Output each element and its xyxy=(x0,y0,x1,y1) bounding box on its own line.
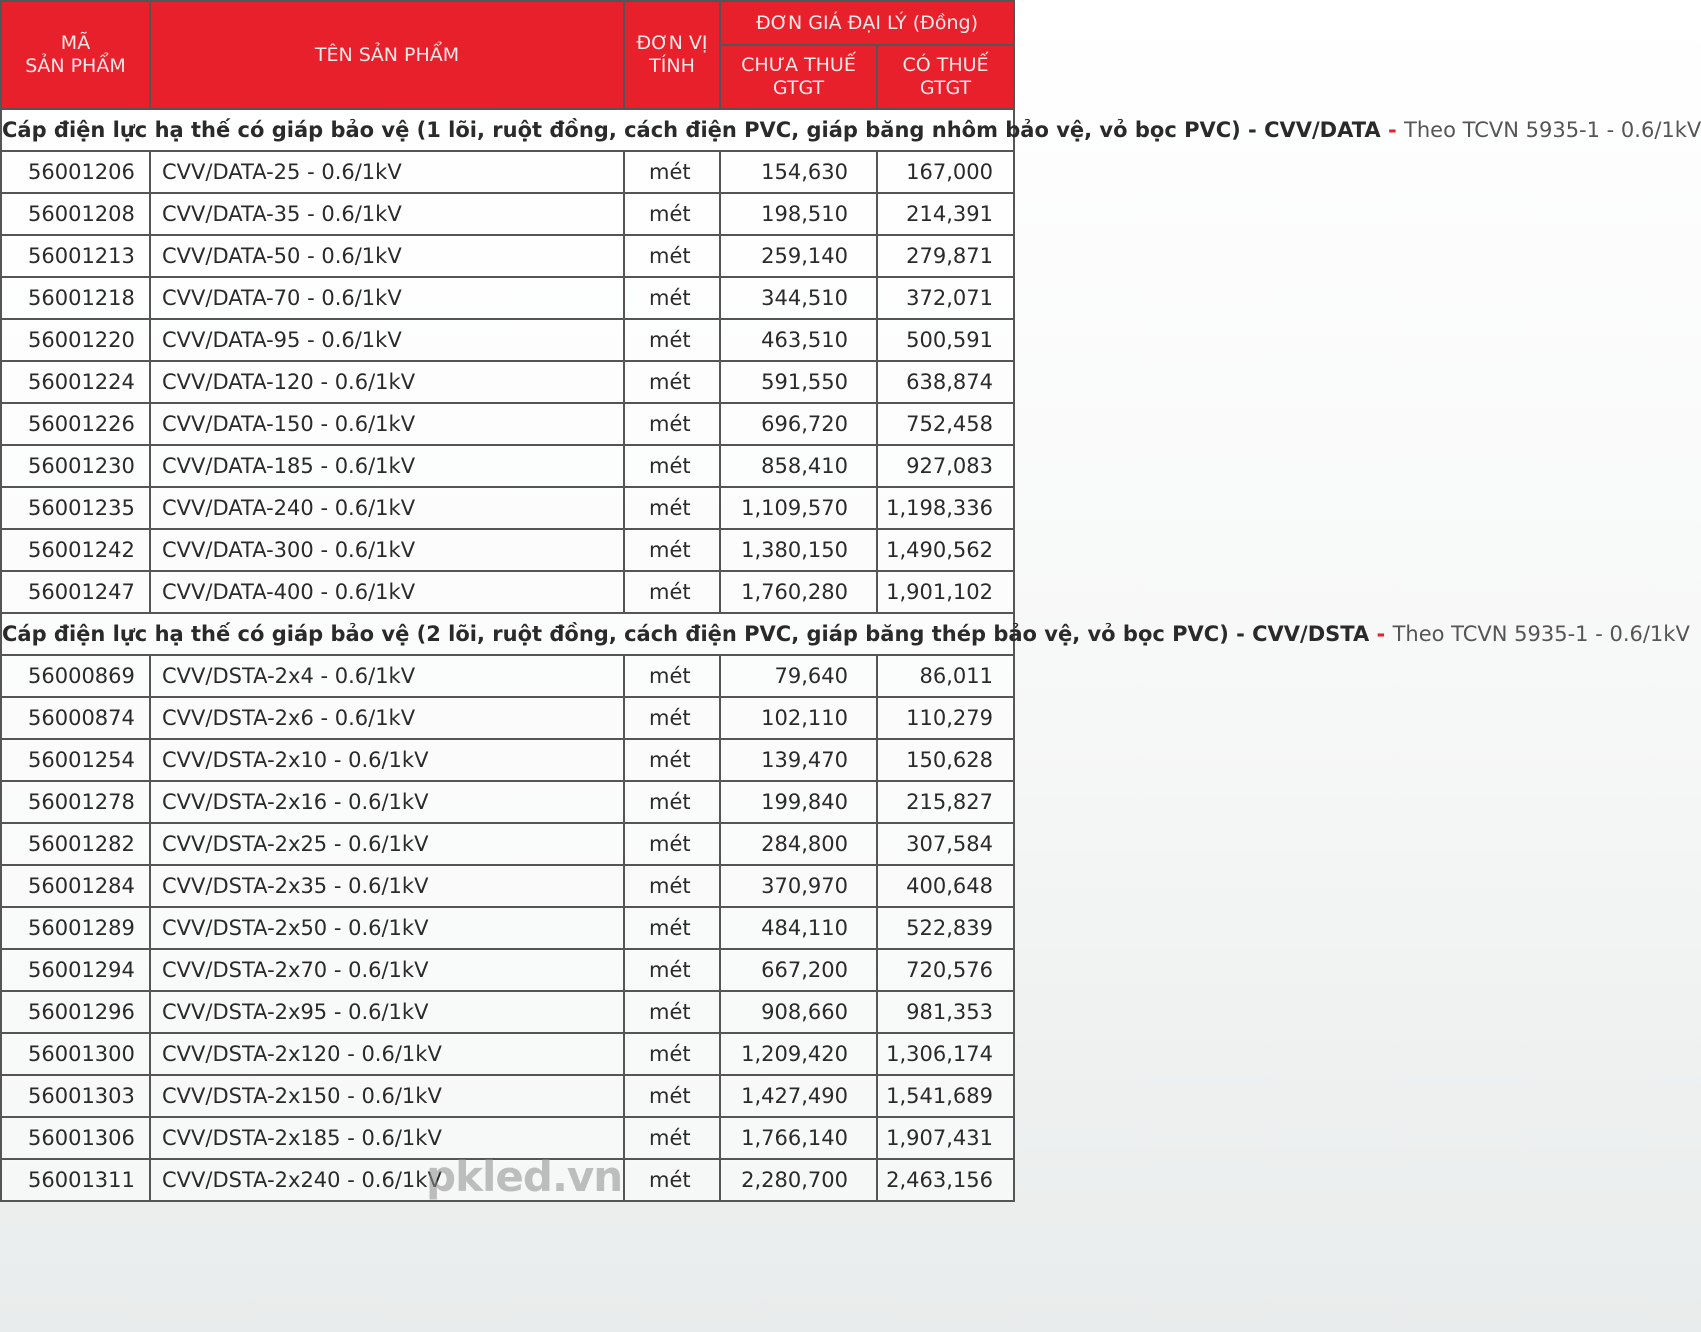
price-pre-tax-cell: 102,110 xyxy=(720,697,877,739)
product-name-cell: CVV/DSTA-2x4 - 0.6/1kV xyxy=(150,655,624,697)
price-with-tax-cell: 720,576 xyxy=(877,949,1014,991)
unit-cell: mét xyxy=(624,991,720,1033)
table-row xyxy=(1,193,1014,235)
unit-cell: mét xyxy=(624,235,720,277)
product-name-cell: CVV/DATA-150 - 0.6/1kV xyxy=(150,403,624,445)
price-pre-tax-cell: 1,209,420 xyxy=(720,1033,877,1075)
price-pre-tax-cell: 1,760,280 xyxy=(720,571,877,613)
unit-cell: mét xyxy=(624,823,720,865)
product-code-cell: 56001213 xyxy=(1,235,150,277)
product-code-cell: 56001289 xyxy=(1,907,150,949)
table-header xyxy=(1,1,1014,109)
table-row xyxy=(1,319,1014,361)
price-pre-tax-cell: 259,140 xyxy=(720,235,877,277)
table-row xyxy=(1,949,1014,991)
product-name-cell: CVV/DATA-95 - 0.6/1kV xyxy=(150,319,624,361)
unit-cell: mét xyxy=(624,1033,720,1075)
table-row xyxy=(1,529,1014,571)
product-name-cell: CVV/DATA-50 - 0.6/1kV xyxy=(150,235,624,277)
product-name-cell: CVV/DSTA-2x6 - 0.6/1kV xyxy=(150,697,624,739)
product-code-cell: 56001278 xyxy=(1,781,150,823)
price-pre-tax-cell: 154,630 xyxy=(720,151,877,193)
unit-cell: mét xyxy=(624,1117,720,1159)
product-code-cell: 56001296 xyxy=(1,991,150,1033)
unit-cell: mét xyxy=(624,193,720,235)
price-pre-tax-cell: 2,280,700 xyxy=(720,1159,877,1201)
section-header xyxy=(1,613,1014,655)
product-code-cell: 56001235 xyxy=(1,487,150,529)
header-product-name: TÊN SẢN PHẨM xyxy=(150,1,624,109)
product-code-cell: 56001294 xyxy=(1,949,150,991)
unit-cell: mét xyxy=(624,655,720,697)
product-name-cell: CVV/DSTA-2x70 - 0.6/1kV xyxy=(150,949,624,991)
price-with-tax-cell: 1,541,689 xyxy=(877,1075,1014,1117)
product-name-cell: CVV/DSTA-2x50 - 0.6/1kV xyxy=(150,907,624,949)
table-row xyxy=(1,1075,1014,1117)
price-pre-tax-cell: 667,200 xyxy=(720,949,877,991)
product-name-cell: CVV/DSTA-2x10 - 0.6/1kV xyxy=(150,739,624,781)
price-pre-tax-cell: 484,110 xyxy=(720,907,877,949)
price-with-tax-cell: 638,874 xyxy=(877,361,1014,403)
unit-cell: mét xyxy=(624,907,720,949)
unit-cell: mét xyxy=(624,319,720,361)
price-pre-tax-cell: 284,800 xyxy=(720,823,877,865)
product-name-cell: CVV/DSTA-2x35 - 0.6/1kV xyxy=(150,865,624,907)
section-standard: Theo TCVN 5935-1 - 0.6/1kV xyxy=(1392,621,1690,646)
price-with-tax-cell: 2,463,156 xyxy=(877,1159,1014,1201)
product-code-cell: 56001230 xyxy=(1,445,150,487)
unit-cell: mét xyxy=(624,277,720,319)
table-row xyxy=(1,781,1014,823)
price-with-tax-cell: 167,000 xyxy=(877,151,1014,193)
price-pre-tax-cell: 1,427,490 xyxy=(720,1075,877,1117)
table-row xyxy=(1,235,1014,277)
table-row xyxy=(1,697,1014,739)
table-row xyxy=(1,907,1014,949)
price-with-tax-cell: 752,458 xyxy=(877,403,1014,445)
unit-cell: mét xyxy=(624,151,720,193)
section-title-text: Cáp điện lực hạ thế có giáp bảo vệ (2 lõi, ruột đồng, cách điện PVC, giáp băng thép bảo vệ, vỏ bọc PVC) - CVV/DSTA xyxy=(2,621,1370,646)
product-code-cell: 56001226 xyxy=(1,403,150,445)
unit-cell: mét xyxy=(624,781,720,823)
unit-cell: mét xyxy=(624,1075,720,1117)
unit-cell: mét xyxy=(624,739,720,781)
section-header xyxy=(1,109,1014,151)
unit-cell: mét xyxy=(624,865,720,907)
table-row xyxy=(1,361,1014,403)
price-pre-tax-cell: 1,109,570 xyxy=(720,487,877,529)
product-name-cell: CVV/DATA-300 - 0.6/1kV xyxy=(150,529,624,571)
unit-cell: mét xyxy=(624,571,720,613)
table-row xyxy=(1,151,1014,193)
price-pre-tax-cell: 370,970 xyxy=(720,865,877,907)
section-title xyxy=(1,613,1690,655)
product-name-cell: CVV/DATA-25 - 0.6/1kV xyxy=(150,151,624,193)
table-row xyxy=(1,1033,1014,1075)
price-with-tax-cell: 1,901,102 xyxy=(877,571,1014,613)
table-row xyxy=(1,655,1014,697)
product-code-cell: 56001224 xyxy=(1,361,150,403)
product-name-cell: CVV/DATA-400 - 0.6/1kV xyxy=(150,571,624,613)
table-row xyxy=(1,403,1014,445)
product-name-cell: CVV/DSTA-2x25 - 0.6/1kV xyxy=(150,823,624,865)
unit-cell: mét xyxy=(624,949,720,991)
price-with-tax-cell: 279,871 xyxy=(877,235,1014,277)
price-with-tax-cell: 1,907,431 xyxy=(877,1117,1014,1159)
price-pre-tax-cell: 463,510 xyxy=(720,319,877,361)
table-body xyxy=(1,109,1701,1201)
price-with-tax-cell: 150,628 xyxy=(877,739,1014,781)
section-title xyxy=(1,109,1701,151)
product-name-cell: CVV/DATA-185 - 0.6/1kV xyxy=(150,445,624,487)
price-pre-tax-cell: 198,510 xyxy=(720,193,877,235)
section-dash: - xyxy=(1369,621,1393,646)
header-with-tax: CÓ THUẾ GTGT xyxy=(877,45,1014,109)
price-with-tax-cell: 215,827 xyxy=(877,781,1014,823)
header-product-code: MÃ SẢN PHẨM xyxy=(1,1,150,109)
product-name-cell: CVV/DSTA-2x185 - 0.6/1kV xyxy=(150,1117,624,1159)
price-pre-tax-cell: 858,410 xyxy=(720,445,877,487)
product-code-cell: 56001282 xyxy=(1,823,150,865)
table-row xyxy=(1,277,1014,319)
price-pre-tax-cell: 199,840 xyxy=(720,781,877,823)
price-pre-tax-cell: 344,510 xyxy=(720,277,877,319)
unit-cell: mét xyxy=(624,1159,720,1201)
product-name-cell: CVV/DATA-70 - 0.6/1kV xyxy=(150,277,624,319)
product-code-cell: 56001311 xyxy=(1,1159,150,1201)
price-with-tax-cell: 1,490,562 xyxy=(877,529,1014,571)
product-code-cell: 56001300 xyxy=(1,1033,150,1075)
table-row xyxy=(1,865,1014,907)
section-standard: Theo TCVN 5935-1 - 0.6/1kV xyxy=(1404,117,1701,142)
header-unit: ĐƠN VỊ TÍNH xyxy=(624,1,720,109)
product-code-cell: 56001247 xyxy=(1,571,150,613)
product-code-cell: 56001303 xyxy=(1,1075,150,1117)
price-with-tax-cell: 110,279 xyxy=(877,697,1014,739)
section-title-text: Cáp điện lực hạ thế có giáp bảo vệ (1 lõi, ruột đồng, cách điện PVC, giáp băng nhôm bảo vệ, vỏ bọc PVC) - CVV/DATA xyxy=(2,117,1381,142)
product-code-cell: 56001208 xyxy=(1,193,150,235)
table-row xyxy=(1,739,1014,781)
price-with-tax-cell: 981,353 xyxy=(877,991,1014,1033)
price-with-tax-cell: 927,083 xyxy=(877,445,1014,487)
unit-cell: mét xyxy=(624,697,720,739)
product-name-cell: CVV/DATA-120 - 0.6/1kV xyxy=(150,361,624,403)
product-code-cell: 56001284 xyxy=(1,865,150,907)
price-with-tax-cell: 400,648 xyxy=(877,865,1014,907)
product-code-cell: 56001242 xyxy=(1,529,150,571)
table-row xyxy=(1,571,1014,613)
table-row xyxy=(1,487,1014,529)
product-name-cell: CVV/DATA-35 - 0.6/1kV xyxy=(150,193,624,235)
unit-cell: mét xyxy=(624,361,720,403)
price-with-tax-cell: 1,306,174 xyxy=(877,1033,1014,1075)
table-row xyxy=(1,991,1014,1033)
product-code-cell: 56001220 xyxy=(1,319,150,361)
header-pre-tax: CHƯA THUẾ GTGT xyxy=(720,45,877,109)
price-pre-tax-cell: 79,640 xyxy=(720,655,877,697)
price-with-tax-cell: 1,198,336 xyxy=(877,487,1014,529)
table-row xyxy=(1,823,1014,865)
table-row xyxy=(1,445,1014,487)
product-name-cell: CVV/DSTA-2x16 - 0.6/1kV xyxy=(150,781,624,823)
product-code-cell: 56000869 xyxy=(1,655,150,697)
product-code-cell: 56000874 xyxy=(1,697,150,739)
price-pre-tax-cell: 1,766,140 xyxy=(720,1117,877,1159)
product-code-cell: 56001254 xyxy=(1,739,150,781)
price-with-tax-cell: 372,071 xyxy=(877,277,1014,319)
price-with-tax-cell: 522,839 xyxy=(877,907,1014,949)
price-with-tax-cell: 86,011 xyxy=(877,655,1014,697)
product-name-cell: CVV/DSTA-2x150 - 0.6/1kV xyxy=(150,1075,624,1117)
product-name-cell: CVV/DSTA-2x95 - 0.6/1kV xyxy=(150,991,624,1033)
price-pre-tax-cell: 908,660 xyxy=(720,991,877,1033)
unit-cell: mét xyxy=(624,403,720,445)
price-with-tax-cell: 307,584 xyxy=(877,823,1014,865)
price-with-tax-cell: 500,591 xyxy=(877,319,1014,361)
price-pre-tax-cell: 696,720 xyxy=(720,403,877,445)
price-pre-tax-cell: 1,380,150 xyxy=(720,529,877,571)
product-code-cell: 56001218 xyxy=(1,277,150,319)
price-pre-tax-cell: 591,550 xyxy=(720,361,877,403)
watermark: pkled.vn xyxy=(426,1152,623,1201)
product-code-cell: 56001306 xyxy=(1,1117,150,1159)
product-name-cell: CVV/DATA-240 - 0.6/1kV xyxy=(150,487,624,529)
price-with-tax-cell: 214,391 xyxy=(877,193,1014,235)
unit-cell: mét xyxy=(624,529,720,571)
product-code-cell: 56001206 xyxy=(1,151,150,193)
header-dealer-price: ĐƠN GIÁ ĐẠI LÝ (Đồng) xyxy=(720,1,1014,45)
unit-cell: mét xyxy=(624,445,720,487)
product-name-cell: CVV/DSTA-2x240 - 0.6/1kV xyxy=(150,1159,624,1201)
section-dash: - xyxy=(1380,117,1405,142)
product-name-cell: CVV/DSTA-2x120 - 0.6/1kV xyxy=(150,1033,624,1075)
price-pre-tax-cell: 139,470 xyxy=(720,739,877,781)
unit-cell: mét xyxy=(624,487,720,529)
